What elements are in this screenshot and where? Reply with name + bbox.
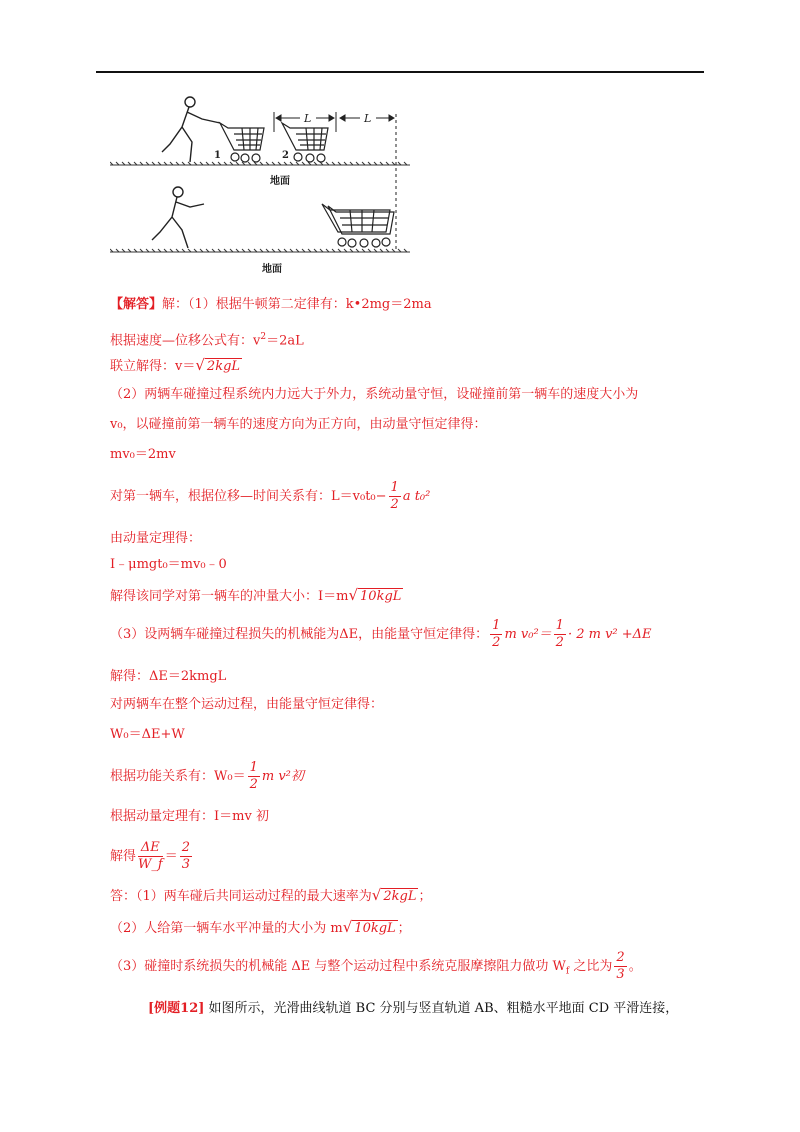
line17-eq: ＝ <box>164 849 178 864</box>
line3-a: 联立解得：v＝ <box>110 359 196 374</box>
line17-a: 解得 <box>110 849 137 864</box>
ans2-a: （2）人给第一辆车水平冲量的大小为 m <box>110 921 343 936</box>
solution-line-10 <box>110 586 403 606</box>
solution-line-2 <box>110 328 304 350</box>
solution-line-9: I﹣μmgt₀＝mv₀﹣0 <box>110 557 227 572</box>
next-example-line <box>148 1000 678 1018</box>
length-label-2: L <box>364 112 372 125</box>
line1-text: 解：（1）根据牛顿第二定律有：k•2mg＝2ma <box>162 297 432 312</box>
frac-den: W_f <box>138 857 163 872</box>
solution-line-6: mv₀＝2mv <box>110 447 176 462</box>
frac-num: 1 <box>555 618 564 633</box>
sqrt-icon: √ <box>348 586 359 604</box>
frac-num: 2 <box>616 950 625 965</box>
cart-label-2: 2 <box>282 150 289 161</box>
example-text: 如图所示，光滑曲线轨道 BC 分别与竖直轨道 AB、粗糙水平地面 CD 平滑连接， <box>204 1001 679 1016</box>
solution-line-15 <box>110 760 304 793</box>
answer-line-2 <box>110 918 411 938</box>
frac-num: 2 <box>181 840 190 855</box>
header-rule <box>96 71 704 73</box>
cart-1-icon <box>220 123 264 162</box>
line10-a: 解得该同学对第一辆车的冲量大小：I＝m <box>110 589 349 604</box>
line2-sup: 2 <box>260 332 267 342</box>
ans3-a: （3）碰撞时系统损失的机械能 ΔE 与整个运动过程中系统克服摩擦阻力做功 W <box>110 959 566 974</box>
top-ground <box>110 162 410 165</box>
answer-line-1 <box>110 886 431 906</box>
line11-c: · 2 m v² +ΔE <box>567 627 652 642</box>
ans3-b: 之比为 <box>569 959 613 974</box>
solution-line-11 <box>110 618 652 651</box>
line7-a: 对第一辆车，根据位移—时间关系有：L＝v₀t₀− <box>110 489 387 504</box>
line15-a: 根据功能关系有：W₀＝ <box>110 769 246 784</box>
line2-a: 根据速度—位移公式有：v <box>110 333 261 349</box>
example-tag: [例题12] <box>148 1001 205 1016</box>
solution-line-8: 由动量定理得： <box>110 531 202 546</box>
ground-label-bottom: 地面 <box>262 264 282 275</box>
line10-sqrt: 10kgL <box>360 589 402 604</box>
physics-figure <box>110 92 410 282</box>
sqrt-icon: √ <box>371 886 382 904</box>
ans3-c: 。 <box>628 959 642 974</box>
solution-line-4: （2）两辆车碰撞过程系统内力远大于外力，系统动量守恒，设碰撞前第一辆车的速度大小为 <box>110 387 639 402</box>
line15-b: m v²初 <box>261 769 304 784</box>
fraction-half <box>389 480 401 513</box>
frac-num: 1 <box>492 618 501 633</box>
ans1-a: 答：（1）两车碰后共同运动过程的最大速率为 <box>110 889 372 904</box>
line7-b: a t₀² <box>402 489 431 504</box>
frac-den: 2 <box>555 635 564 650</box>
solution-line-5: v₀，以碰撞前第一辆车的速度方向为正方向，由动量守恒定律得： <box>110 417 487 432</box>
fraction-two-thirds <box>180 840 192 873</box>
fraction-half-1 <box>490 618 502 651</box>
line3-sqrt: 2kgL <box>206 359 241 374</box>
person-bottom-icon <box>152 187 204 248</box>
solution-line-3 <box>110 356 242 376</box>
frac-den: 2 <box>492 635 501 650</box>
solution-line-13: 对两辆车在整个运动过程，由能量守恒定律得： <box>110 697 384 712</box>
fraction-energy-work <box>138 840 163 873</box>
solution-line-1 <box>110 296 432 314</box>
frac-num: 1 <box>390 480 399 495</box>
ans1-b: ； <box>418 889 432 904</box>
ans1-sqrt: 2kgL <box>383 889 417 904</box>
sqrt-icon: √ <box>342 918 353 936</box>
dimension-arrows <box>274 112 394 132</box>
frac-num: 1 <box>249 760 258 775</box>
ans2-sqrt: 10kgL <box>354 921 396 936</box>
frac-den: 3 <box>616 967 625 982</box>
fraction-half <box>248 760 260 793</box>
solution-line-16: 根据动量定理有：I＝mv 初 <box>110 809 269 824</box>
length-label-1: L <box>304 112 312 125</box>
ans2-b: ； <box>397 921 411 936</box>
solution-line-7 <box>110 480 430 513</box>
solution-line-14: W₀＝ΔE+W <box>110 727 185 742</box>
line11-b: m v₀²＝ <box>504 627 552 642</box>
line2-b: ＝2aL <box>266 333 304 349</box>
stacked-carts-icon <box>322 204 394 247</box>
fraction-half-2 <box>554 618 566 651</box>
line11-a: （3）设两辆车碰撞过程损失的机械能为ΔE，由能量守恒定律得： <box>110 627 489 642</box>
solution-line-12: 解得：ΔE＝2kmgL <box>110 669 227 684</box>
solution-line-17 <box>110 840 194 873</box>
frac-den: 3 <box>181 857 190 872</box>
cart-label-1: 1 <box>214 150 221 161</box>
sqrt-icon: √ <box>195 356 205 374</box>
frac-num: ΔE <box>138 840 163 857</box>
fraction-two-thirds <box>614 950 626 983</box>
frac-den: 2 <box>249 777 258 792</box>
frac-den: 2 <box>390 497 399 512</box>
answer-line-3 <box>110 950 642 983</box>
ground-label-top: 地面 <box>270 176 290 187</box>
ans3-sub: f <box>565 966 570 977</box>
bottom-ground <box>110 249 410 252</box>
answer-tag: 【解答】 <box>110 297 163 312</box>
person-top-icon <box>162 97 220 162</box>
